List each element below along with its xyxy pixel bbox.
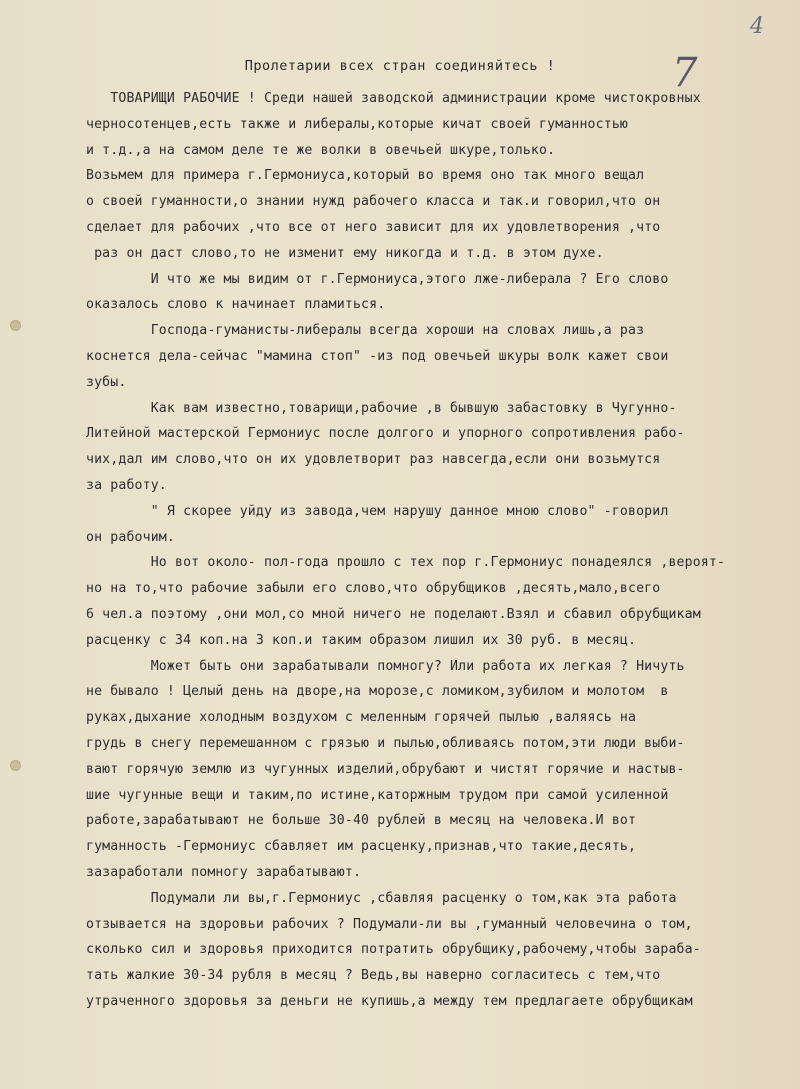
text-line: 6 чел.а поэтому ,они мол,со мной ничего не поделают.Взял и сбавил обрубщикам	[86, 606, 701, 622]
text-line: но на то,что рабочие забыли его слово,что обрубщиков ,десять,мало,всего	[86, 581, 661, 597]
text-line: Господа-гуманисты-либералы всегда хороши на словах лишь,а раз	[86, 323, 645, 339]
text-line: сделает для рабочих ,что все от него зависит для их удовлетворения ,что	[86, 219, 661, 235]
text-line: работе,зарабатывают не больше 30-40 рублей в месяц на человека.И вот	[86, 813, 637, 829]
text-line: Возьмем для примера г.Гермониуса,который во время оно так много вещал	[86, 168, 645, 184]
text-line: он рабочим.	[86, 529, 175, 545]
text-line: гуманность -Гермониус сбавляет им расценку,признав,что такие,десять,	[86, 839, 637, 855]
text-line: о своей гуманности,о знании нужд рабочего класса и так.и говорил,что он	[86, 194, 661, 210]
text-line: зазаработали помногу зарабатывают.	[86, 864, 362, 880]
document-body	[86, 86, 786, 1015]
text-line: Литейной мастерской Гермониус после долгого и упорного сопротивления рабо-	[86, 426, 685, 442]
text-line: зубы.	[86, 374, 127, 390]
text-line: коснется дела-сейчас "мамина стоп" -из под овечьей шкуры волк кажет свои	[86, 348, 669, 364]
text-line: не бывало ! Целый день на дворе,на морозе,с ломиком,зубилом и молотом в	[86, 684, 669, 700]
text-line: оказалось слово к начинает пламиться.	[86, 297, 386, 313]
binder-hole	[10, 760, 21, 771]
text-line: Подумали ли вы,г.Гермониус ,сбавляя расценку о том,как эта работа	[86, 890, 677, 906]
text-line: и т.д.,а на самом деле те же волки в овечьей шкуре,только.	[86, 142, 556, 158]
text-line: Как вам известно,товарищи,рабочие ,в бывшую забастовку в Чугунно-	[86, 400, 677, 416]
text-line: " Я скорее уйду из завода,чем нарушу данное мною слово" -говорил	[86, 503, 669, 519]
text-line: грудь в снегу перемешанном с грязью и пылью,обливаясь потом,эти люди выби-	[86, 735, 685, 751]
text-line: ТОВАРИЩИ РАБОЧИЕ ! Среди нашей заводской администрации кроме чистокровных	[86, 91, 701, 106]
text-line: черносотенцев,есть также и либералы,которые кичат своей гуманностью	[86, 116, 628, 132]
text-line: утраченного здоровья за деньги не купишь,а между тем предлагаете обрубщикам	[86, 993, 693, 1009]
text-line: тать жалкие 30-34 рубля в месяц ? Ведь,вы наверно согласитесь с тем,что	[86, 968, 661, 984]
text-line: за работу.	[86, 477, 167, 493]
text-line: шие чугунные вещи и таким,по истине,каторжным трудом при самой усиленной	[86, 787, 669, 803]
text-line: руках,дыхание холодным воздухом с меленным горячей пылью ,валяясь на	[86, 710, 637, 726]
text-line: И что же мы видим от г.Гермониуса,этого лже-либерала ? Его слово	[86, 271, 669, 287]
text-line: Может быть они зарабатывали помногу? Или работа их легкая ? Ничуть	[86, 658, 685, 674]
text-line: отзывается на здоровьи рабочих ? Подумали-ли вы ,гуманный человечина о том,	[86, 916, 693, 932]
page-number: 4	[750, 14, 764, 39]
text-line: раз он даст слово,то не изменит ему никогда и т.д. в этом духе.	[86, 245, 604, 261]
handwritten-annotation: 7	[672, 50, 698, 96]
text-line: сколько сил и здоровья приходится потратить обрубщику,рабочему,чтобы зараба-	[86, 942, 701, 958]
text-line: расценку с 34 коп.на 3 коп.и таким образом лишил их 30 руб. в месяц.	[86, 632, 637, 648]
text-line: вают горячую землю из чугунных изделий,обрубают и чистят горячие и настыв-	[86, 761, 685, 777]
binder-hole	[10, 320, 21, 331]
document-heading: Пролетарии всех стран соединяйтесь !	[244, 58, 556, 74]
text-line: Но вот около- пол-года прошло с тех пор г.Гермониус понадеялся ,вероят-	[86, 555, 726, 571]
text-line: чих,дал им слово,что он их удовлетворит раз навсегда,если они возьмутся	[86, 452, 661, 468]
